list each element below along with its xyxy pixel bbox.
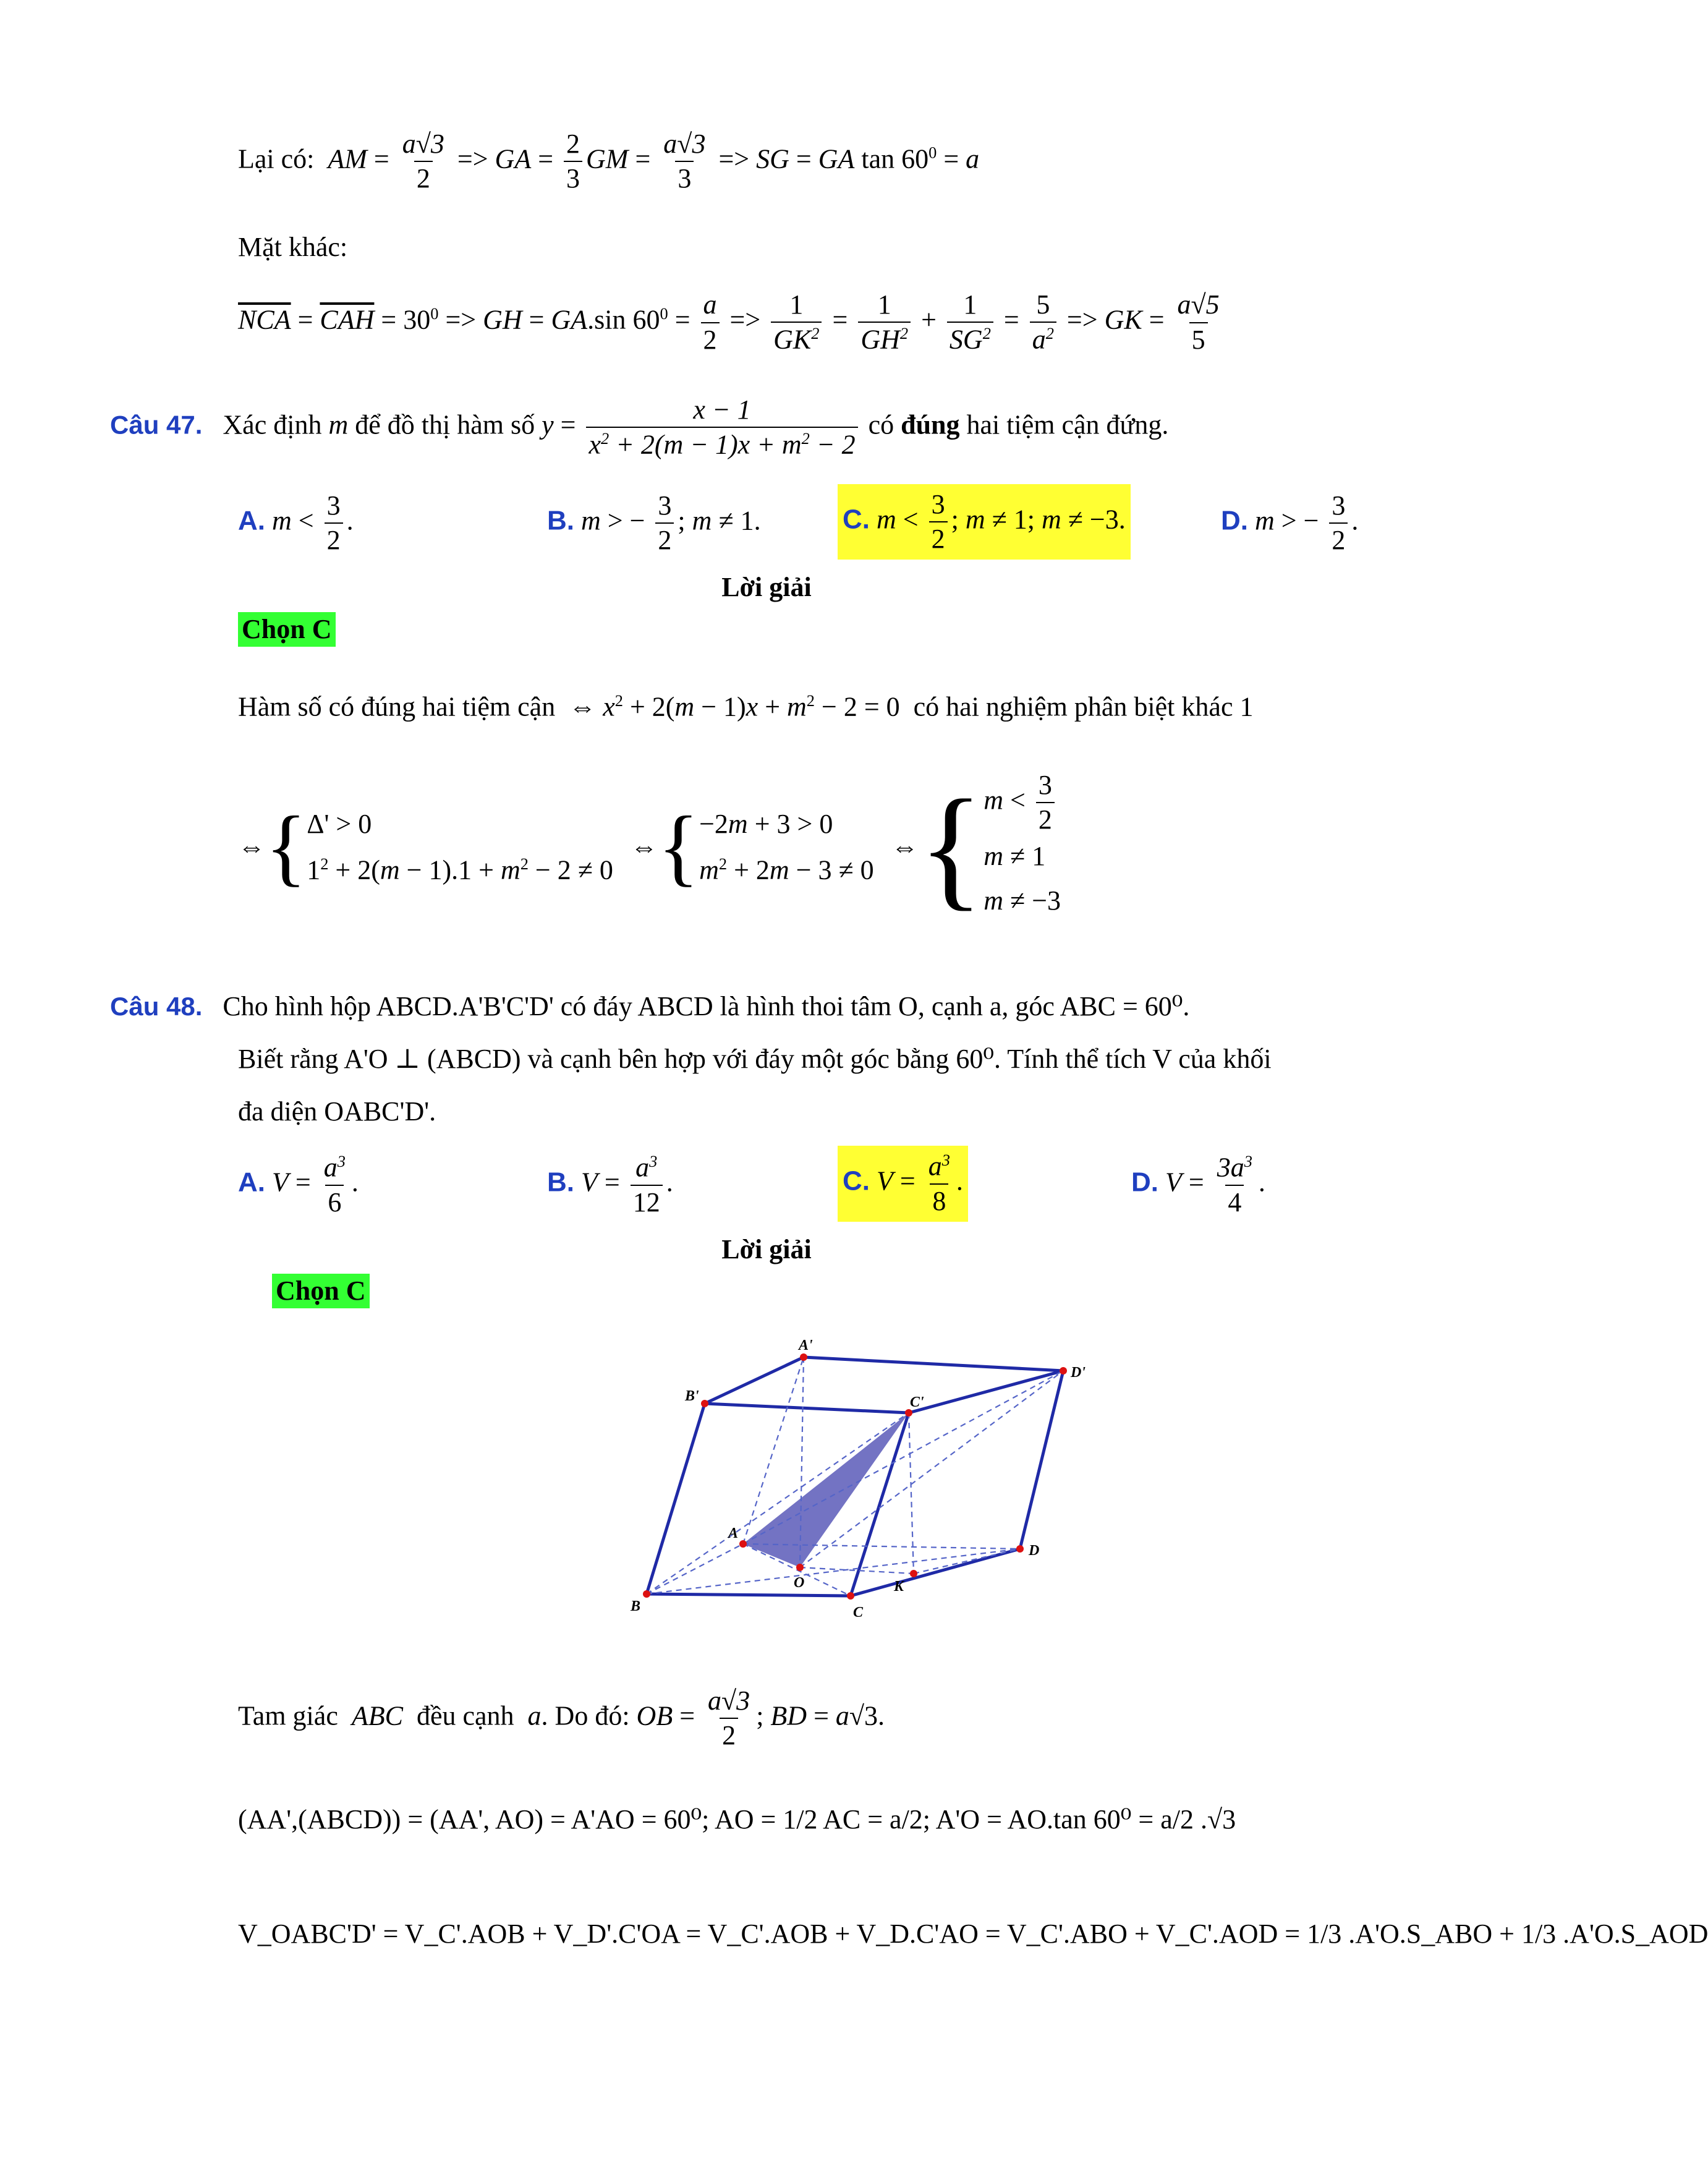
vertex-c <box>847 1592 854 1600</box>
q48-option-c[interactable]: C. V = $\frac{a^3}{8}$ . <box>838 1146 968 1222</box>
q48-option-d-letter: D. <box>1131 1167 1158 1198</box>
label-a1: A' <box>799 1337 813 1353</box>
q48-stem-line-3: đa diện OABC'D'. <box>238 1096 436 1127</box>
label-c1: C' <box>910 1394 924 1410</box>
q48-sol-line-1-mid: đều cạnh <box>416 1700 514 1731</box>
q47-option-d-letter: D. <box>1221 505 1248 536</box>
label-d: D <box>1029 1543 1040 1559</box>
label-c: C <box>853 1604 864 1621</box>
q47-option-d[interactable]: D. m > − $\frac{3}{2}$ . <box>1221 490 1359 556</box>
q48-option-a-letter: A. <box>238 1167 265 1198</box>
q48-solution-title: Lời giải <box>721 1234 812 1264</box>
vertex-b1 <box>701 1400 708 1407</box>
vertex-a1 <box>800 1353 807 1361</box>
label-d1: D' <box>1071 1365 1086 1381</box>
q47-choice: Chọn C <box>238 612 336 647</box>
q48-sol-line-1-pre: Tam giác <box>238 1700 338 1731</box>
q47-stem-pre: Xác định <box>223 409 322 440</box>
top-line-3: $\overline{NCA} = \overline{CAH} = 30^0$ => GH = GA.sin $60^0$ = $\frac{a}{2}$ => $\frac{1}{GK^2}$ = $\frac{1}{GH^2}$ + $\frac{1}{SG^2}$ = $\frac{5}{a^2}$ => GK = $\frac{a√5}{5}$ <box>238 289 1220 355</box>
q47-stem-bold: đúng <box>901 409 960 440</box>
top-line-2: Mặt khác: <box>238 232 348 262</box>
edge-cd-top <box>909 1371 1063 1413</box>
label-k: K <box>894 1579 904 1595</box>
label-a: A <box>728 1525 739 1541</box>
parallelepiped-figure <box>544 1326 1125 1648</box>
label-b: B <box>631 1598 641 1614</box>
q47-option-b[interactable]: B. m > − $\frac{3}{2}$ ; m ≠ 1. <box>547 490 761 556</box>
q48-choice: Chọn C <box>272 1274 370 1308</box>
q48-option-b-letter: B. <box>547 1167 574 1198</box>
q48-stem-line-2: Biết rằng A'O ⊥ (ABCD) và cạnh bên hợp với đáy một góc bằng 60⁰. Tính thể tích V của khối <box>238 1044 1272 1074</box>
q47-label: Câu 47. <box>110 410 203 440</box>
q47-stem-post: hai tiệm cận đứng. <box>966 409 1169 440</box>
q47-option-a[interactable]: A. m < $\frac{3}{2}$ . <box>238 490 354 556</box>
edge-bc <box>647 1594 851 1596</box>
q47-option-c[interactable]: C. m < $\frac{3}{2}$ ; m ≠ 1; m ≠ −3. <box>838 484 1131 560</box>
q48-sol-line-1-post: Do đó: <box>554 1700 630 1731</box>
vertex-o <box>796 1564 804 1571</box>
label-o: O <box>794 1575 805 1591</box>
top-line-1-prefix: Lại có: <box>238 143 315 174</box>
edge-bc-top <box>705 1404 909 1413</box>
q47-stem: Câu 47. Xác định m để đồ thị hàm số y = $\frac{x - 1}{x^2 + 2(m - 1)x + m^2 - 2}$ có đúng hai tiệm cận đứng. <box>110 394 1169 460</box>
q48-label: Câu 48. <box>110 992 203 1021</box>
edge-dd <box>1020 1371 1063 1549</box>
q48-sol-line-1: Tam giác ABC đều cạnh a. Do đó: OB = $\frac{a√3}{2}$ ; BD = a√3. <box>238 1685 885 1751</box>
q48-option-a[interactable]: A. V = $\frac{a^3}{6}$ . <box>238 1152 359 1217</box>
q47-sol-line-1: Hàm số có đúng hai tiệm cận ⇔ $x^2 + 2(m - 1)x + m^2 - 2 = 0$ có hai nghiệm phân biệt khác 1 <box>238 691 1254 722</box>
q47-stem-post-pre: có <box>868 409 894 440</box>
q48-stem-line-1-text: Cho hình hộp ABCD.A'B'C'D' có đáy ABCD là hình thoi tâm O, cạnh a, góc ABC = 60⁰. <box>223 991 1190 1021</box>
vertex-d <box>1016 1545 1024 1553</box>
q47-option-a-letter: A. <box>238 505 265 536</box>
vertex-d1 <box>1060 1367 1067 1374</box>
edge-ba-top <box>705 1357 804 1404</box>
q48-sol-line-3: V_OABC'D' = V_C'.AOB + V_D'.C'OA = V_C'.AOB + V_D.C'AO = V_C'.ABO + V_C'.AOD = 1/3 .A'O.S_ABO + 1/3 .A'O.S_AOD <box>238 1919 1708 1949</box>
q47-option-b-letter: B. <box>547 505 574 536</box>
q48-option-c-letter: C. <box>843 1165 870 1196</box>
vertex-k <box>910 1570 917 1577</box>
edge-bb <box>647 1404 705 1594</box>
q48-option-d[interactable]: D. V = $\frac{3a^3}{4}$ . <box>1131 1152 1265 1217</box>
q48-sol-line-2: (AA',(ABCD)) = (AA', AO) = A'AO = 60⁰; AO = 1/2 AC = a/2; A'O = AO.tan 60⁰ = a/2 .√3 <box>238 1804 1236 1834</box>
label-b1: B' <box>685 1388 699 1404</box>
q47-stem-mid: để đồ thị hàm số <box>355 409 535 440</box>
vertex-b <box>643 1590 650 1598</box>
q47-sol-system: ⇔ { Δ' > 0 $1^2 + 2(m - 1).1 + m^2 - 2 \ne 0$ ⇔ { −2m + 3 > 0 $m^2 + 2m - 3 \ne 0$ ⇔ { m < $\frac{3}{2}$ m ≠ 1 m ≠ −3 <box>238 769 1061 923</box>
q47-solution-title: Lời giải <box>721 572 812 602</box>
q47-sol-line-1-post: có hai nghiệm phân biệt khác 1 <box>913 691 1254 722</box>
q48-option-b[interactable]: B. V = $\frac{a^3}{12}$ . <box>547 1152 673 1217</box>
top-line-1: Lại có: AM = $\frac{a√3}{2}$ => GA = $\frac{2}{3}$ GM = $\frac{a√3}{3}$ => SG = GA $\tan 60^0 = a$ <box>238 129 980 194</box>
edge-ad-top <box>804 1357 1063 1371</box>
q47-sol-line-1-pre: Hàm số có đúng hai tiệm cận <box>238 691 556 722</box>
q47-option-c-letter: C. <box>843 504 870 535</box>
vertex-a <box>739 1540 747 1548</box>
edge-cd <box>851 1549 1020 1596</box>
q48-stem-line-1 <box>110 989 1189 1024</box>
